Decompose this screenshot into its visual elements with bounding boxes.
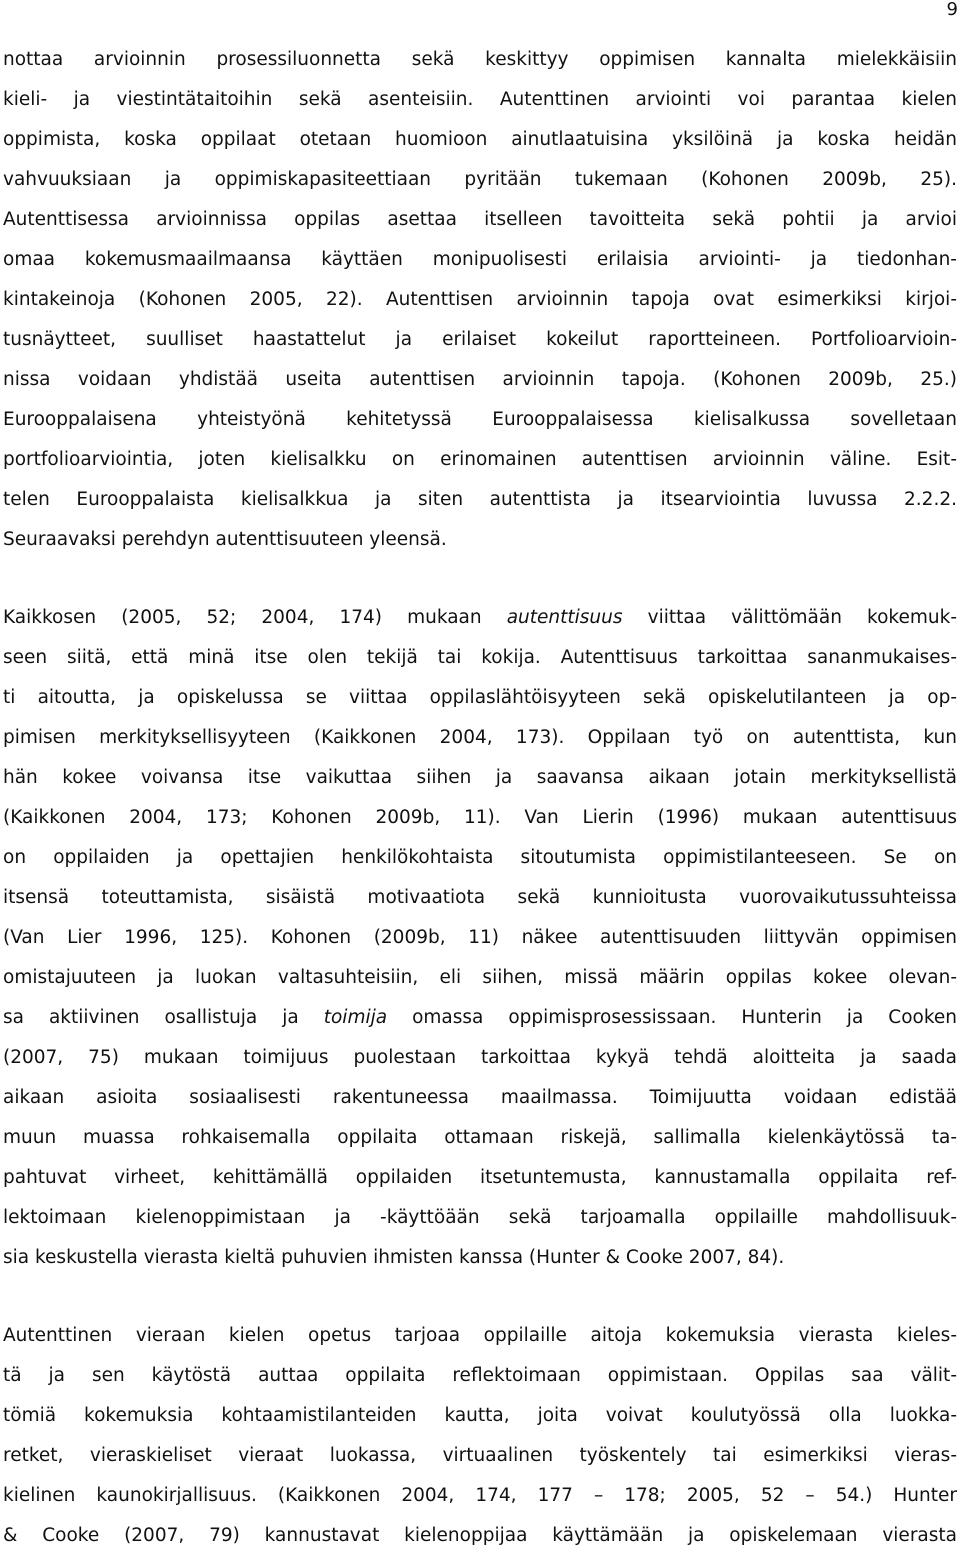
text-line: sa aktiivinen osallistuja ja toimija omassa oppimisprosessissaan. Hunterin ja Cooken <box>3 1007 957 1028</box>
text-line: omaa kokemusmaailmaansa käyttäen monipuolisesti erilaisia arviointi- ja tiedonhan- <box>3 249 957 270</box>
text-line: nottaa arvioinnin prosessiluonnetta sekä keskittyy oppimisen kannalta mielekkäisiin <box>3 49 957 70</box>
page-number: 9 <box>946 0 958 20</box>
text-line: Autenttisessa arvioinnissa oppilas asettaa itselleen tavoitteita sekä pohtii ja arvioi <box>3 209 957 230</box>
text-line: tömiä kokemuksia kohtaamistilanteiden kautta, joita voivat koulutyössä olla luokka- <box>3 1405 957 1426</box>
paragraph-assessment <box>3 40 957 560</box>
text-line: sia keskustella vierasta kieltä puhuvien ihmisten kanssa (Hunter & Cooke 2007, 84). <box>3 1247 785 1268</box>
text-line: vahvuuksiaan ja oppimiskapasiteettiaan pyritään tukemaan (Kohonen 2009b, 25). <box>3 169 957 190</box>
text-line: tä ja sen käytöstä auttaa oppilaita reflektoimaan oppimistaan. Oppilas saa välit- <box>3 1365 957 1386</box>
text-line: lektoimaan kielenoppimistaan ja -käyttöään sekä tarjoamalla oppilaille mahdollisuuk- <box>3 1207 957 1228</box>
text-line: Eurooppalaisena yhteistyönä kehitetyssä Eurooppalaisessa kielisalkussa sovelletaan <box>3 409 957 430</box>
text-line: kieli- ja viestintätaitoihin sekä asenteisiin. Autenttinen arviointi voi parantaa kielen <box>3 89 957 110</box>
text-line: hän kokee voivansa itse vaikuttaa siihen ja saavansa aikaan jotain merkityksellistä <box>3 767 957 788</box>
paragraph-gap <box>3 560 957 598</box>
text-line: pahtuvat virheet, kehittämällä oppilaiden itsetuntemusta, kannustamalla oppilaita ref- <box>3 1167 957 1188</box>
document-body <box>3 40 957 1556</box>
text-line: pimisen merkityksellisyyteen (Kaikkonen 2004, 173). Oppilaan työ on autenttista, kun <box>3 727 957 748</box>
text-line: retket, vieraskieliset vieraat luokassa, virtuaalinen työskentely tai esimerkiksi vieras- <box>3 1445 957 1466</box>
text-line: (Van Lier 1996, 125). Kohonen (2009b, 11) näkee autenttisuuden liittyvän oppimisen <box>3 927 957 948</box>
text-line: portfolioarviointia, joten kielisalkku on erinomainen autenttisen arvioinnin väline. Esit- <box>3 449 957 470</box>
paragraph-teaching <box>3 1316 957 1556</box>
text-line: itsensä toteuttamista, sisäistä motivaatiota sekä kunnioitusta vuorovaikutussuhteissa <box>3 887 957 908</box>
text-line: nissa voidaan yhdistää useita autenttisen arvioinnin tapoja. (Kohonen 2009b, 25.) <box>3 369 957 390</box>
paragraph-gap <box>3 1278 957 1316</box>
text-line: oppimista, koska oppilaat otetaan huomioon ainutlaatuisina yksilöinä ja koska heidän <box>3 129 957 150</box>
paragraph-authenticity <box>3 598 957 1278</box>
text-line: (Kaikkonen 2004, 173; Kohonen 2009b, 11). Van Lierin (1996) mukaan autenttisuus <box>3 807 957 828</box>
text-line: kintakeinoja (Kohonen 2005, 22). Autenttisen arvioinnin tapoja ovat esimerkiksi kirjoi- <box>3 289 957 310</box>
text-line: omistajuuteen ja luokan valtasuhteisiin, eli siihen, missä määrin oppilas kokee olevan- <box>3 967 957 988</box>
emphasized-term: toimija <box>323 1007 388 1028</box>
text-line: & Cooke (2007, 79) kannustavat kielenoppijaa käyttämään ja opiskelemaan vierasta <box>3 1525 957 1546</box>
text-line: seen siitä, että minä itse olen tekijä tai kokija. Autenttisuus tarkoittaa sananmukaises- <box>3 647 957 668</box>
text-line: aikaan asioita sosiaalisesti rakentuneessa maailmassa. Toimijuutta voidaan edistää <box>3 1087 957 1108</box>
text-line: on oppilaiden ja opettajien henkilökohtaista sitoutumista oppimistilanteeseen. Se on <box>3 847 957 868</box>
text-line: muun muassa rohkaisemalla oppilaita ottamaan riskejä, sallimalla kielenkäytössä ta- <box>3 1127 957 1148</box>
text-line: ti aitoutta, ja opiskelussa se viittaa oppilaslähtöisyyteen sekä opiskelutilanteen ja op- <box>3 687 957 708</box>
text-line: telen Eurooppalaista kielisalkkua ja siten autenttista ja itsearviointia luvussa 2.2.2. <box>3 489 957 510</box>
text-line: Autenttinen vieraan kielen opetus tarjoaa oppilaille aitoja kokemuksia vierasta kieles- <box>3 1325 957 1346</box>
text-line: tusnäytteet, suulliset haastattelut ja erilaiset kokeilut raportteineen. Portfolioarvioin- <box>3 329 957 350</box>
text-line: kielinen kaunokirjallisuus. (Kaikkonen 2004, 174, 177 – 178; 2005, 52 – 54.) Hunter <box>3 1485 957 1506</box>
text-line: Kaikkosen (2005, 52; 2004, 174) mukaan autenttisuus viittaa välittömään kokemuk- <box>3 607 957 628</box>
text-line: Seuraavaksi perehdyn autenttisuuteen yleensä. <box>3 529 447 550</box>
emphasized-term: autenttisuus <box>506 607 623 628</box>
text-line: (2007, 75) mukaan toimijuus puolestaan tarkoittaa kykyä tehdä aloitteita ja saada <box>3 1047 957 1068</box>
